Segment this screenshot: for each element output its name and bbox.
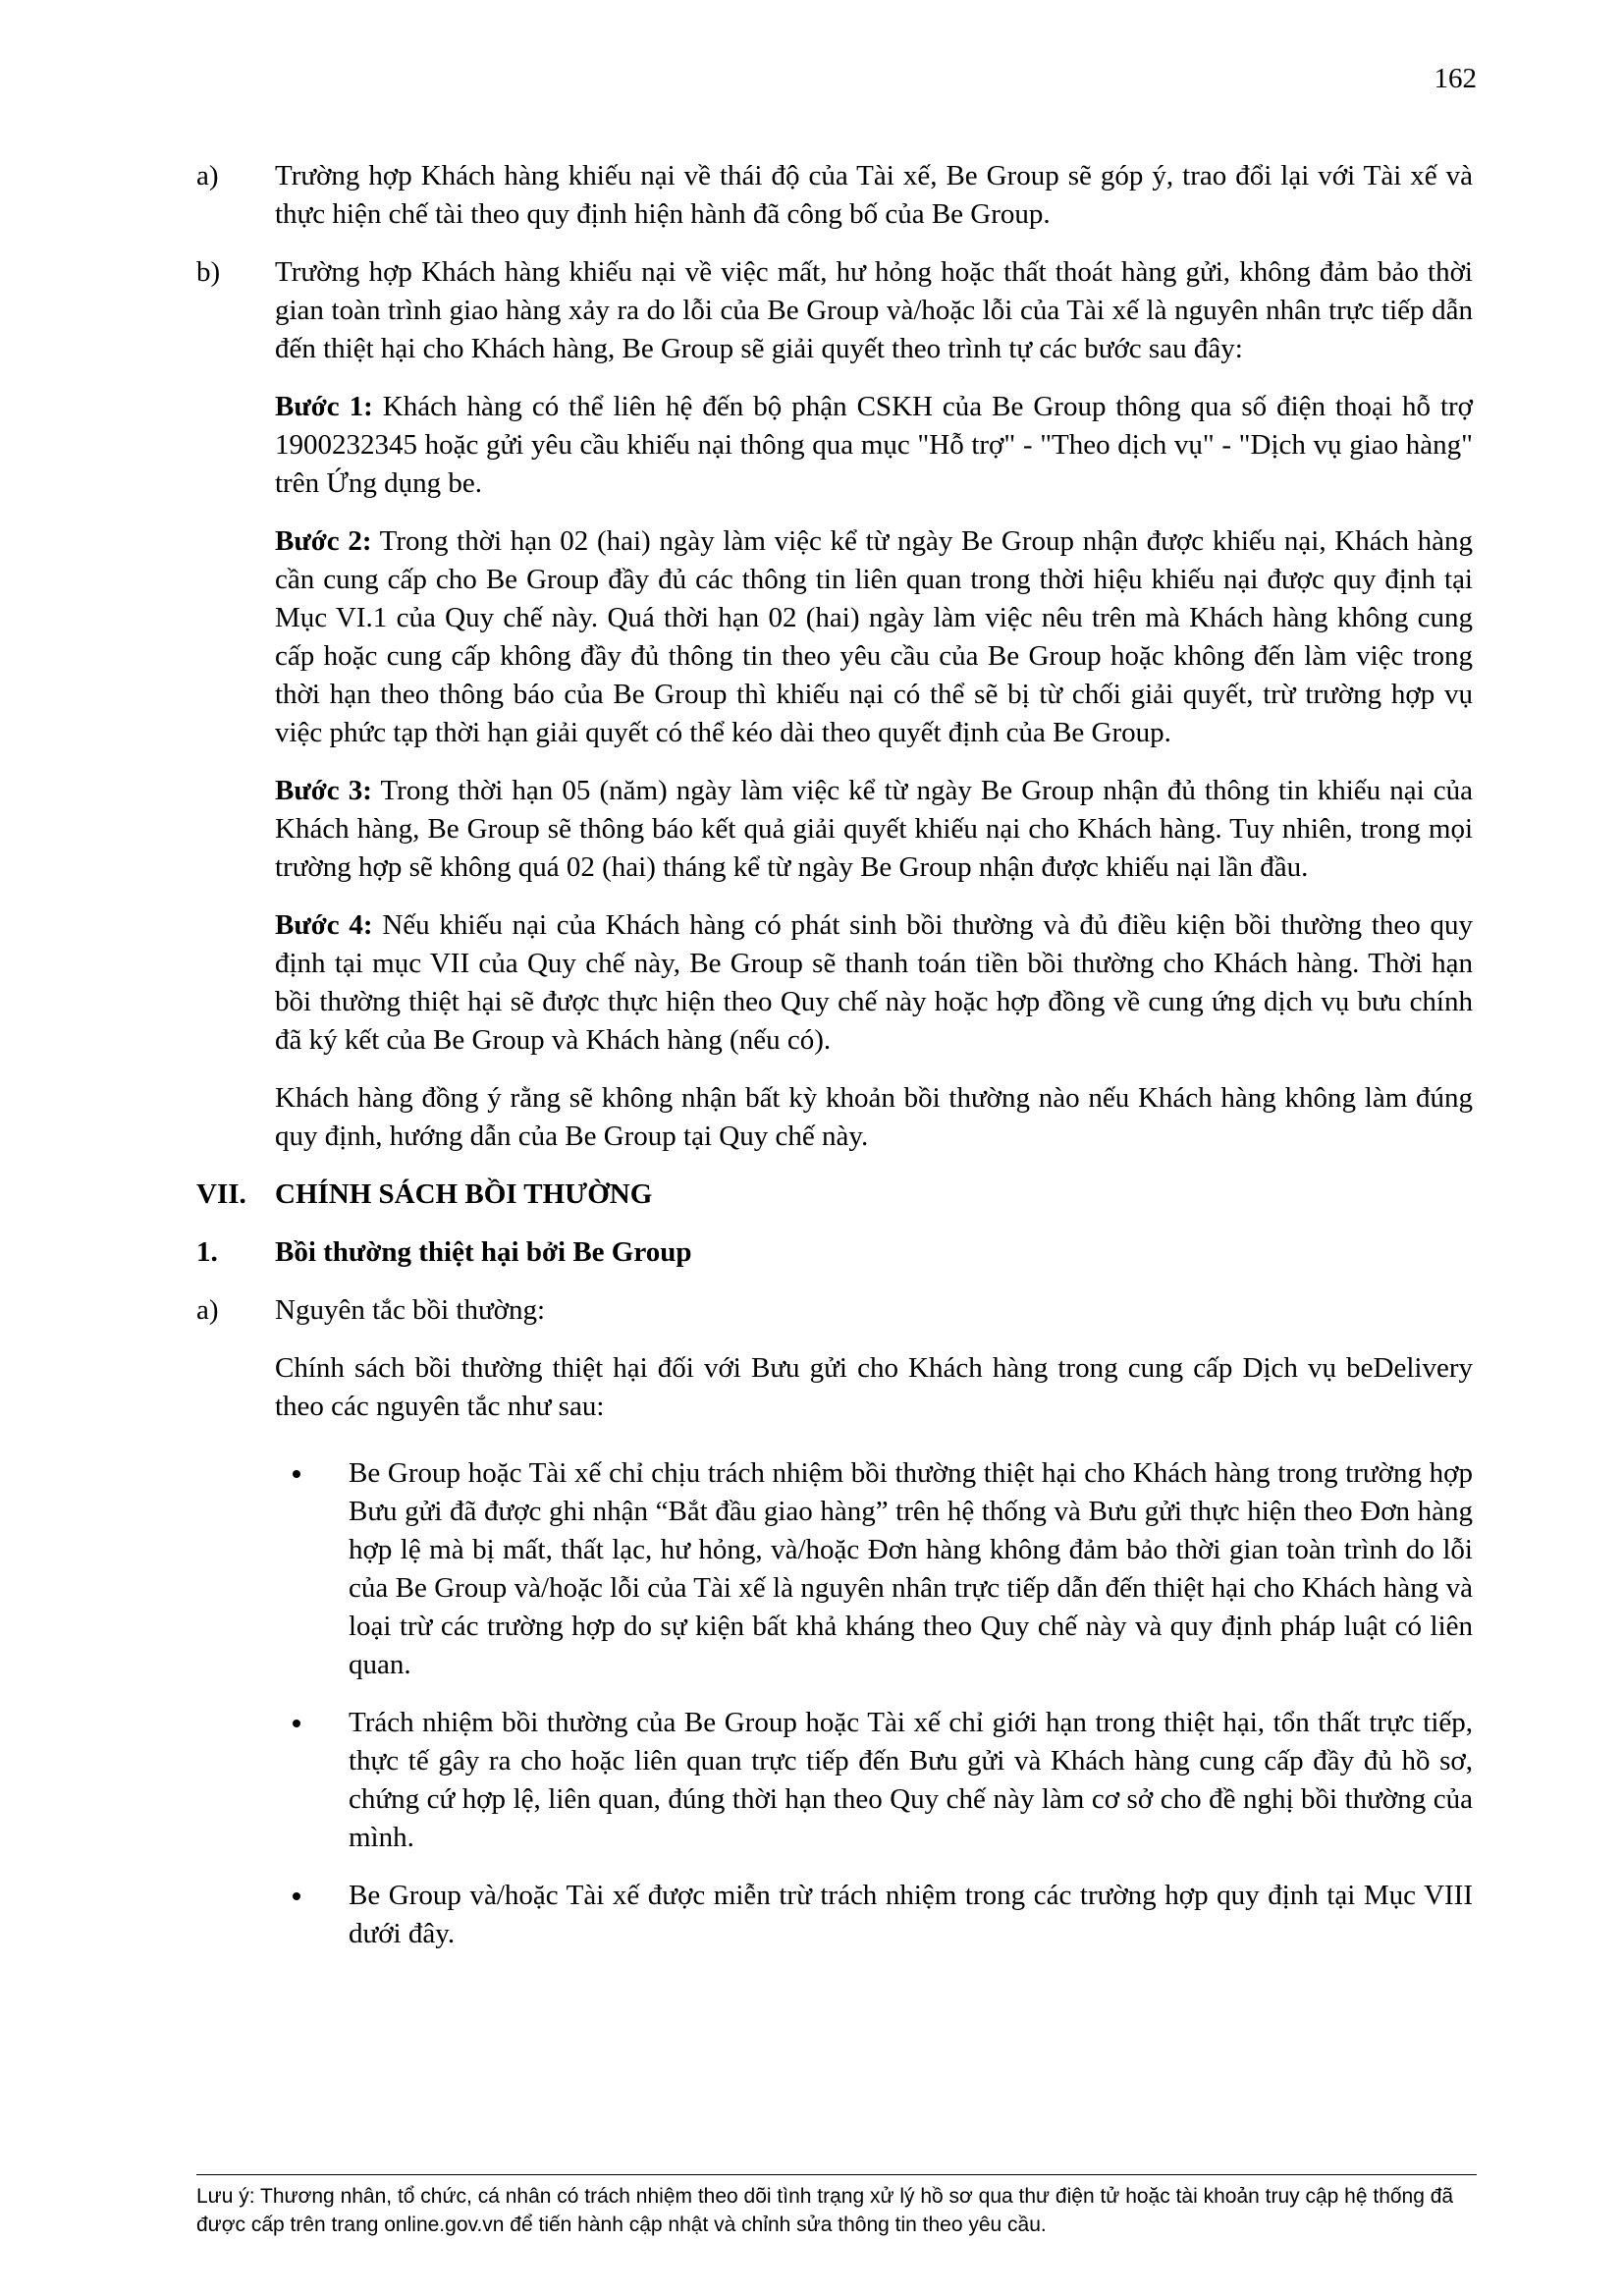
list-item [275,1704,1473,1857]
document-body [196,157,1473,1973]
bullet-icon [275,1704,349,1857]
step-label: Bước 2: [275,525,372,557]
page-number: 162 [1434,63,1477,94]
agreement-note: Khách hàng đồng ý rằng sẽ không nhận bất kỳ khoản bồi thường nào nếu Khách hàng không làm đúng quy định, hướng dẫn của Be Group tại Quy chế này. [275,1082,1473,1152]
subsection-number: 1. [196,1236,218,1268]
step-label: Bước 1: [275,391,373,422]
clause-b [196,253,1473,368]
step-3 [275,772,1473,887]
subsection-title: Bồi thường thiệt hại bởi Be Group [275,1236,692,1268]
step-label: Bước 3: [275,775,372,806]
clause-text: Trường hợp Khách hàng khiếu nại về việc mất, hư hỏng hoặc thất thoát hàng gửi, không đảm bảo thời gian toàn trình giao hàng xảy ra do lỗi của Be Group và/hoặc lỗi của Tài xế là nguyên nhân trực tiếp dẫn đến thiệt hại cho Khách hàng, Be Group sẽ giải quyết theo trình tự các bước sau đây: [275,256,1473,364]
bullet-icon [275,1454,349,1684]
clause-text: Trường hợp Khách hàng khiếu nại về thái độ của Tài xế, Be Group sẽ góp ý, trao đổi lại với Tài xế và thực hiện chế tài theo quy định hiện hành đã công bố của Be Group. [275,160,1473,230]
footer-divider [196,2174,1477,2175]
clause-marker: a) [196,1294,219,1326]
list-item [275,1877,1473,1953]
principle-clause [196,1291,1473,1330]
footer-note: Lưu ý: Thương nhân, tổ chức, cá nhân có trách nhiệm theo dõi tình trạng xử lý hồ sơ qua thư điện tử hoặc tài khoản truy cập hệ thống đã được cấp trên trang online.gov.vn để tiến hành cập nhật và chỉnh sửa thông tin theo yêu cầu. [196,2185,1454,2236]
principle-bullet-list [275,1454,1473,1953]
section-title: CHÍNH SÁCH BỒI THƯỜNG [275,1178,653,1210]
bullet-text: Be Group và/hoặc Tài xế được miễn trừ trách nhiệm trong các trường hợp quy định tại Mục VIII dưới đây. [349,1880,1473,1949]
bullet-icon [275,1877,349,1953]
step-2 [275,522,1473,752]
step-4 [275,906,1473,1060]
section-heading [196,1175,1473,1214]
bullet-text: Trách nhiệm bồi thường của Be Group hoặc Tài xế chỉ giới hạn trong thiệt hại, tổn thất trực tiếp, thực tế gây ra cho hoặc liên quan trực tiếp đến Bưu gửi và Khách hàng cung cấp đầy đủ hồ sơ, chứng cứ hợp lệ, liên quan, đúng thời hạn theo Quy chế này làm cơ sở cho đề nghị bồi thường của mình. [349,1707,1473,1853]
principle-title: Nguyên tắc bồi thường: [275,1294,546,1326]
principle-intro: Chính sách bồi thường thiệt hại đối với Bưu gửi cho Khách hàng trong cung cấp Dịch vụ beDelivery theo các nguyên tắc như sau: [275,1352,1473,1422]
clause-marker: a) [196,160,219,191]
step-text: Khách hàng có thể liên hệ đến bộ phận CSKH của Be Group thông qua số điện thoại hỗ trợ 1900232345 hoặc gửi yêu cầu khiếu nại thông qua mục "Hỗ trợ" - "Theo dịch vụ" - "Dịch vụ giao hàng" trên Ứng dụng be. [275,391,1473,499]
step-text: Trong thời hạn 05 (năm) ngày làm việc kể từ ngày Be Group nhận đủ thông tin khiếu nại của Khách hàng, Be Group sẽ thông báo kết quả giải quyết khiếu nại cho Khách hàng. Tuy nhiên, trong mọi trường hợp sẽ không quá 02 (hai) tháng kể từ ngày Be Group nhận được khiếu nại lần đầu. [275,775,1473,883]
step-text: Trong thời hạn 02 (hai) ngày làm việc kể từ ngày Be Group nhận được khiếu nại, Khách hàng cần cung cấp cho Be Group đầy đủ các thông tin liên quan trong thời hiệu khiếu nại được quy định tại Mục VI.1 của Quy chế này. Quá thời hạn 02 (hai) ngày làm việc nêu trên mà Khách hàng không cung cấp hoặc cung cấp không đầy đủ thông tin theo yêu cầu của Be Group hoặc không đến làm việc trong thời hạn theo thông báo của Be Group thì khiếu nại có thể sẽ bị từ chối giải quyết, trừ trường hợp vụ việc phức tạp thời hạn giải quyết có thể kéo dài theo quyết định của Be Group. [275,525,1473,748]
clause-a [196,157,1473,234]
section-number: VII. [196,1178,246,1210]
list-item [275,1454,1473,1684]
bullet-text: Be Group hoặc Tài xế chỉ chịu trách nhiệm bồi thường thiệt hại cho Khách hàng trong trường hợp Bưu gửi đã được ghi nhận “Bắt đầu giao hàng” trên hệ thống và Bưu gửi thực hiện theo Đơn hàng hợp lệ mà bị mất, thất lạc, hư hỏng, và/hoặc Đơn hàng không đảm bảo thời gian toàn trình do lỗi của Be Group và/hoặc lỗi của Tài xế là nguyên nhân trực tiếp dẫn đến thiệt hại cho Khách hàng và loại trừ các trường hợp do sự kiện bất khả kháng theo Quy chế này và quy định pháp luật có liên quan. [349,1457,1473,1680]
step-text: Nếu khiếu nại của Khách hàng có phát sinh bồi thường và đủ điều kiện bồi thường theo quy định tại mục VII của Quy chế này, Be Group sẽ thanh toán tiền bồi thường cho Khách hàng. Thời hạn bồi thường thiệt hại sẽ được thực hiện theo Quy chế này hoặc hợp đồng về cung ứng dịch vụ bưu chính đã ký kết của Be Group và Khách hàng (nếu có). [275,909,1473,1056]
step-label: Bước 4: [275,909,373,941]
step-1 [275,388,1473,503]
subsection-heading [196,1233,1473,1272]
clause-marker: b) [196,256,221,288]
